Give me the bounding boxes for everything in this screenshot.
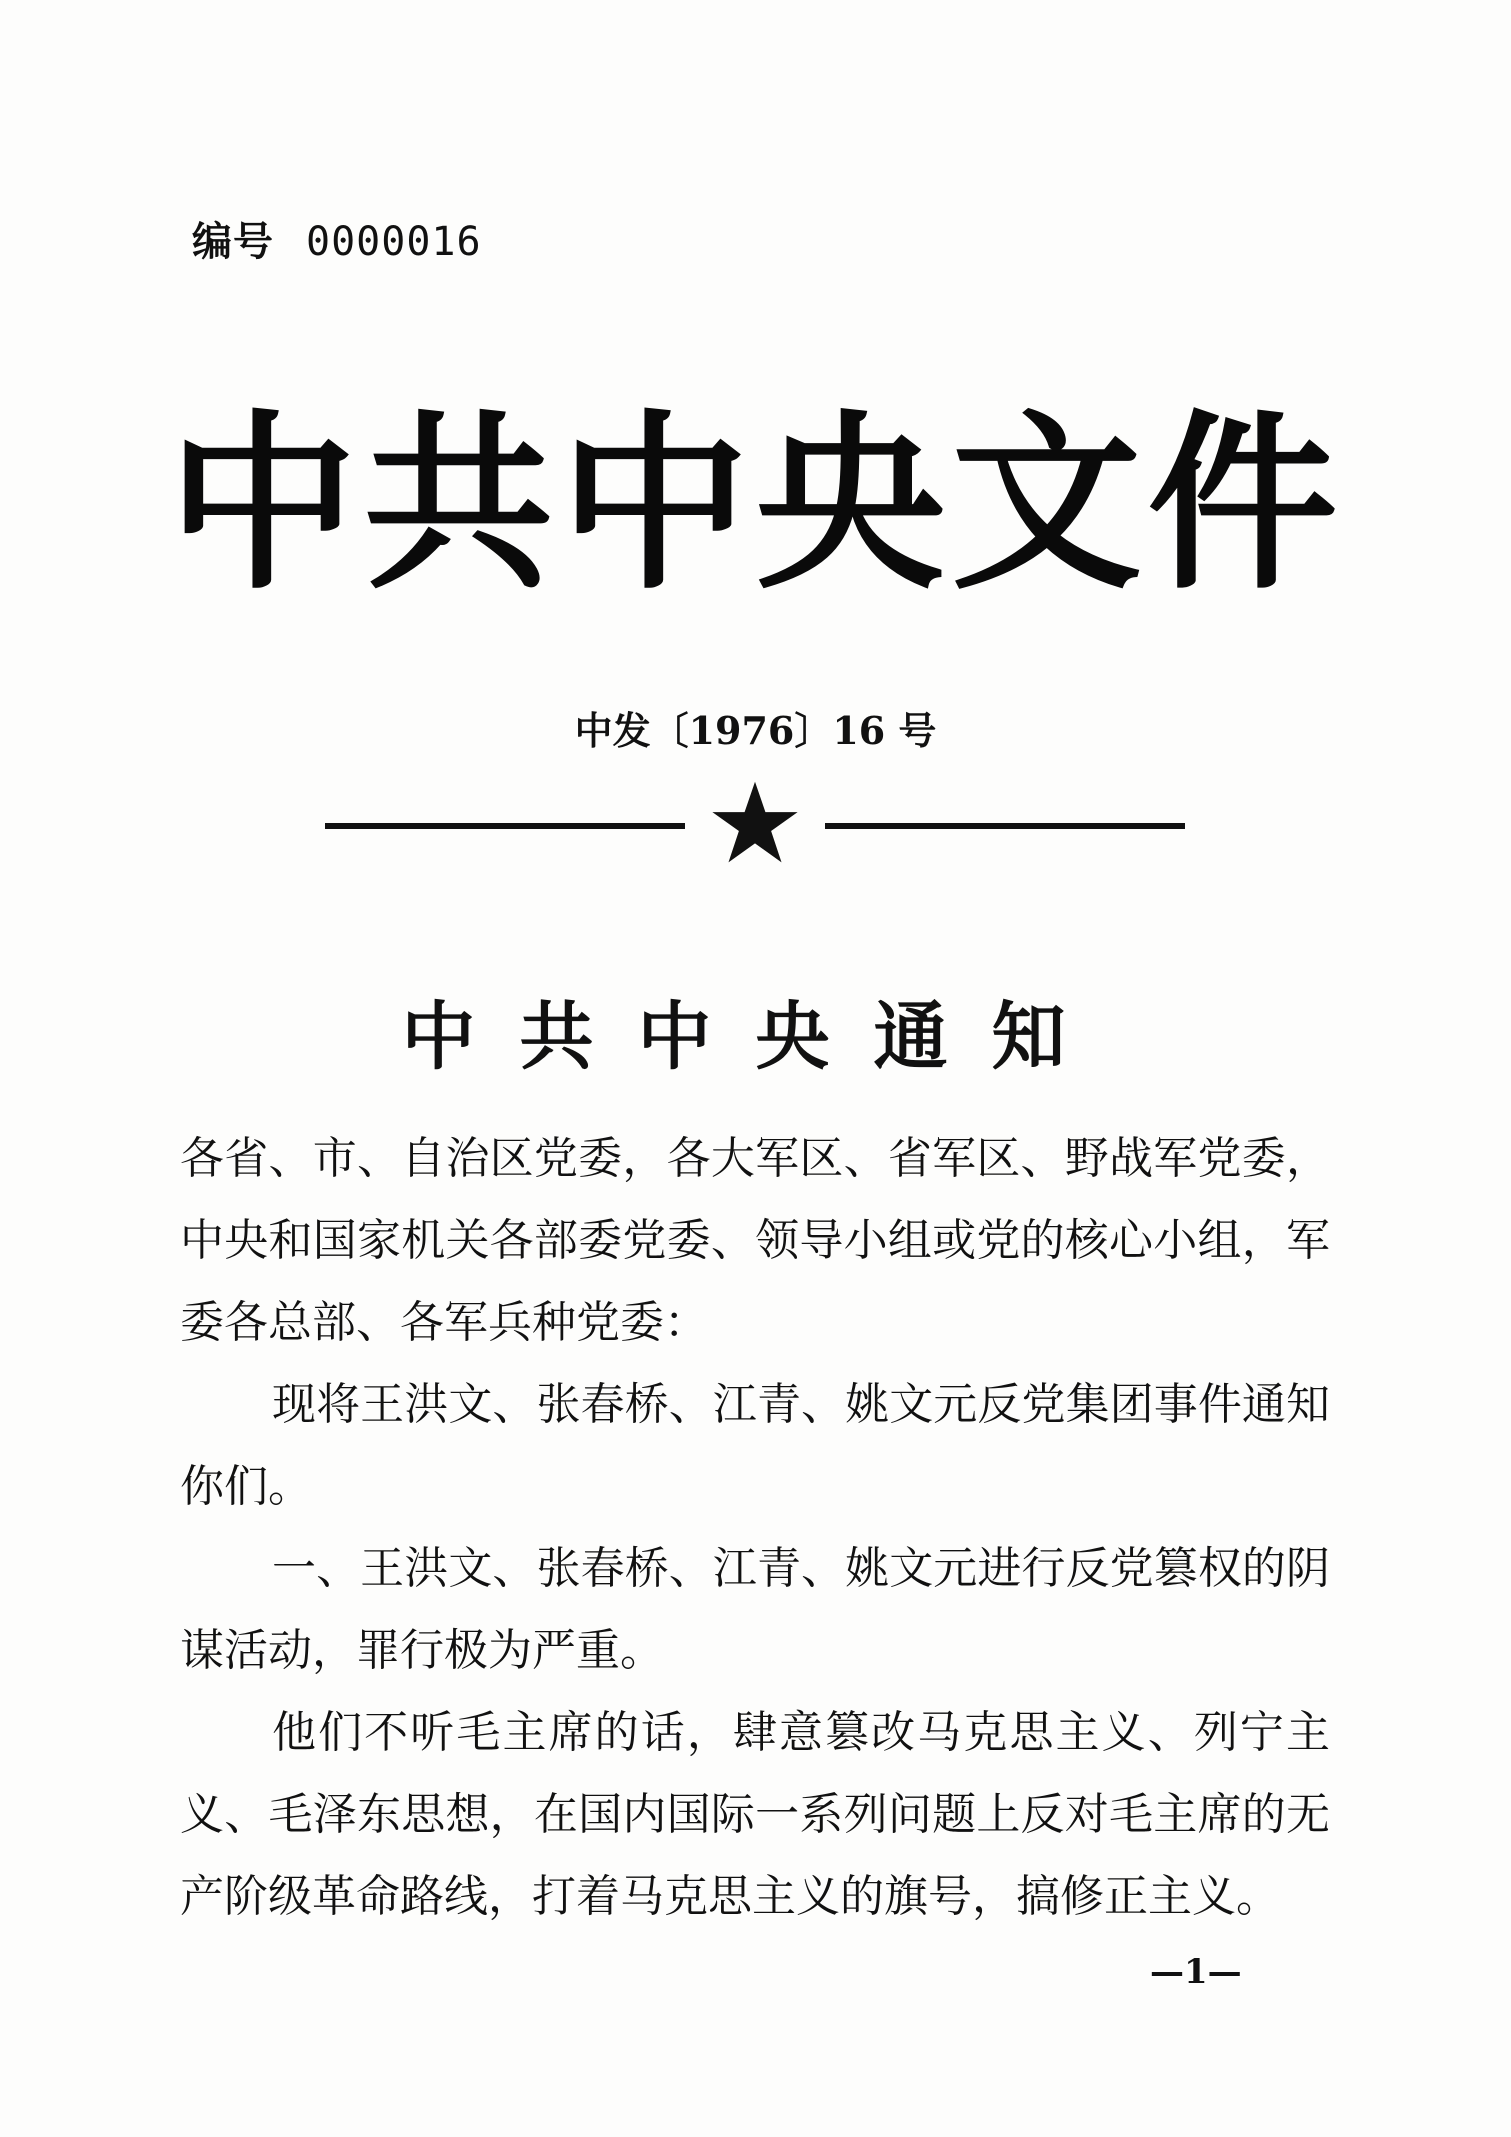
addressees: 各省、市、自治区党委，各大军区、省军区、野战军党委，中央和国家机关各部委党委、领导小组或党的核心小组，军委各总部、各军兵种党委： — [180, 1133, 1330, 1348]
serial-label: 编号 — [192, 218, 274, 265]
notice-title: 中共中央通知 — [401, 994, 1110, 1080]
star-icon — [705, 778, 805, 868]
masthead-title: 中共中央文件 — [167, 394, 1344, 615]
serial-number — [192, 210, 482, 267]
divider-line-left — [325, 823, 685, 829]
serial-value: 0000016 — [306, 219, 482, 265]
body-paragraph: 一、王洪文、张春桥、江青、姚文元进行反党篡权的阴谋活动，罪行极为严重。 — [180, 1543, 1330, 1676]
divider-line-right — [825, 823, 1185, 829]
body-paragraph: 现将王洪文、张春桥、江青、姚文元反党集团事件通知你们。 — [180, 1379, 1330, 1512]
document-body — [180, 1118, 1330, 1938]
body-paragraph: 他们不听毛主席的话，肆意篡改马克思主义、列宁主义、毛泽东思想，在国内国际一系列问题上反对毛主席的无产阶级革命路线，打着马克思主义的旗号，搞修正主义。 — [180, 1707, 1330, 1922]
document-number: 中发〔1976〕16 号 — [574, 708, 937, 753]
page-number: —1— — [1150, 1952, 1242, 1992]
star-divider — [325, 790, 1185, 860]
